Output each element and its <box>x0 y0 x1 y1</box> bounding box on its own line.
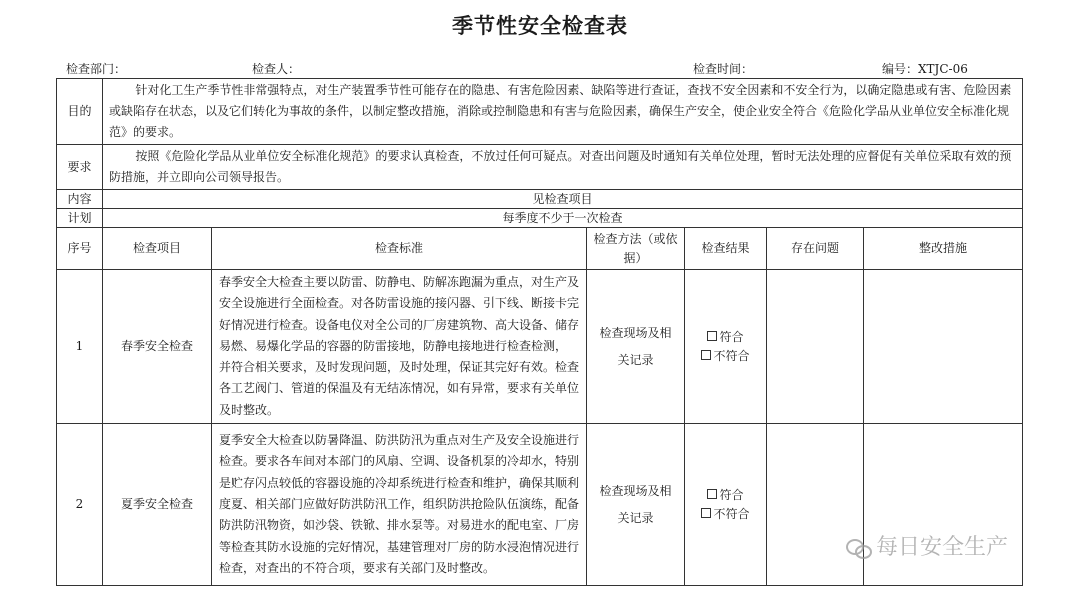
info-row-purpose <box>57 79 1023 145</box>
info-label: 计划 <box>57 209 103 228</box>
row-no: 2 <box>57 424 103 586</box>
info-row-plan <box>57 209 1023 228</box>
header-no: 序号 <box>57 228 103 270</box>
wechat-icon <box>846 537 872 559</box>
result-ng-label: 不符合 <box>713 506 750 521</box>
info-text: 按照《危险化学品从业单位安全标准化规范》的要求认真检查，不放过任何可疑点。对查出问题及时通知有关单位处理，暂时无法处理的应督促有关单位采取有效的预防措施，并立即向公司领导报告。 <box>103 145 1023 190</box>
table-row <box>57 270 1023 424</box>
row-problem <box>767 270 864 424</box>
header-problem: 存在问题 <box>767 228 864 270</box>
info-text: 针对化工生产季节性非常强特点，对生产装置季节性可能存在的隐患、有害危险因素、缺陷等进行查证，查找不安全因素和不安全行为，以确定隐患或有害、危险因素或缺陷存在状态，以及它们转化为事故的条件，以制定整改措施，消除或控制隐患和有害与危险因素，确保生产安全，使企业安全符合《危险化学品从业单位安全标准化规范》的要求。 <box>103 79 1023 145</box>
meta-dept: 检查部门： <box>66 62 127 76</box>
result-option-ok[interactable] <box>691 328 760 347</box>
result-option-ng[interactable] <box>691 505 760 524</box>
checkbox-icon[interactable] <box>707 489 717 499</box>
row-standard: 春季安全大检查主要以防雷、防静电、防解冻跑漏为重点，对生产及安全设施进行全面检查。对各防雷设施的接闪器、引下线、断接卡完好情况进行检查。设备电仪对全公司的厂房建筑物、高大设备、储存易燃、易爆化学品的容器的防雷接地，防静电接地进行检查检测， 并符合相关要求，及时发现问题，及时处理，保证其完好有效。检查各工艺阀门、管道的保温及有无结冻情况，如有异常，要求有关单位及时整改。 <box>212 270 587 424</box>
watermark <box>846 530 1008 561</box>
row-no: 1 <box>57 270 103 424</box>
row-result <box>685 270 767 424</box>
info-label: 要求 <box>57 145 103 190</box>
info-label: 内容 <box>57 190 103 209</box>
result-ok-label: 符合 <box>719 329 744 344</box>
meta-inspector: 检查人： <box>252 62 301 76</box>
header-standard: 检查标准 <box>212 228 587 270</box>
row-item: 夏季安全检查 <box>103 424 212 586</box>
table-row <box>57 424 1023 586</box>
result-ng-label: 不符合 <box>713 348 750 363</box>
row-measure <box>864 270 1023 424</box>
info-text: 每季度不少于一次检查 <box>103 209 1023 228</box>
meta-time: 检查时间： <box>693 62 754 76</box>
info-row-requirement <box>57 145 1023 190</box>
checkbox-icon[interactable] <box>701 350 711 360</box>
info-row-content <box>57 190 1023 209</box>
page-title: 季节性安全检查表 <box>452 14 628 38</box>
info-text: 见检查项目 <box>103 190 1023 209</box>
header-item: 检查项目 <box>103 228 212 270</box>
row-measure <box>864 424 1023 586</box>
watermark-text: 每日安全生产 <box>876 535 1009 560</box>
header-row <box>57 228 1023 270</box>
row-standard: 夏季安全大检查以防暑降温、防洪防汛为重点对生产及安全设施进行检查。要求各车间对本部门的风扇、空调、设备机泵的冷却水，特别是贮存闪点较低的容器设施的冷却系统进行检查和维护，确保其顺利度夏、相关部门应做好防洪防汛工作，组织防洪抢险队伍演练，配备防洪防汛物资，如沙袋、铁锨、排水泵等。对易进水的配电室、厂房等检查其防水设施的完好情况，基建管理对厂房的防水浸泡情况进行检查，对查出的不符合项，要求有关部门及时整改。 <box>212 424 587 586</box>
meta-code: 编号：XTJC-06 <box>882 62 968 76</box>
result-option-ok[interactable] <box>691 486 760 505</box>
header-result: 检查结果 <box>685 228 767 270</box>
row-item: 春季安全检查 <box>103 270 212 424</box>
info-label: 目的 <box>57 79 103 145</box>
row-result <box>685 424 767 586</box>
header-measure: 整改措施 <box>864 228 1023 270</box>
row-method: 检查现场及相关记录 <box>587 424 685 586</box>
row-method: 检查现场及相关记录 <box>587 270 685 424</box>
checkbox-icon[interactable] <box>707 331 717 341</box>
result-ok-label: 符合 <box>719 487 744 502</box>
result-option-ng[interactable] <box>691 347 760 366</box>
inspection-table <box>56 78 1023 586</box>
row-problem <box>767 424 864 586</box>
checkbox-icon[interactable] <box>701 508 711 518</box>
header-method: 检查方法（或依据） <box>587 228 685 270</box>
